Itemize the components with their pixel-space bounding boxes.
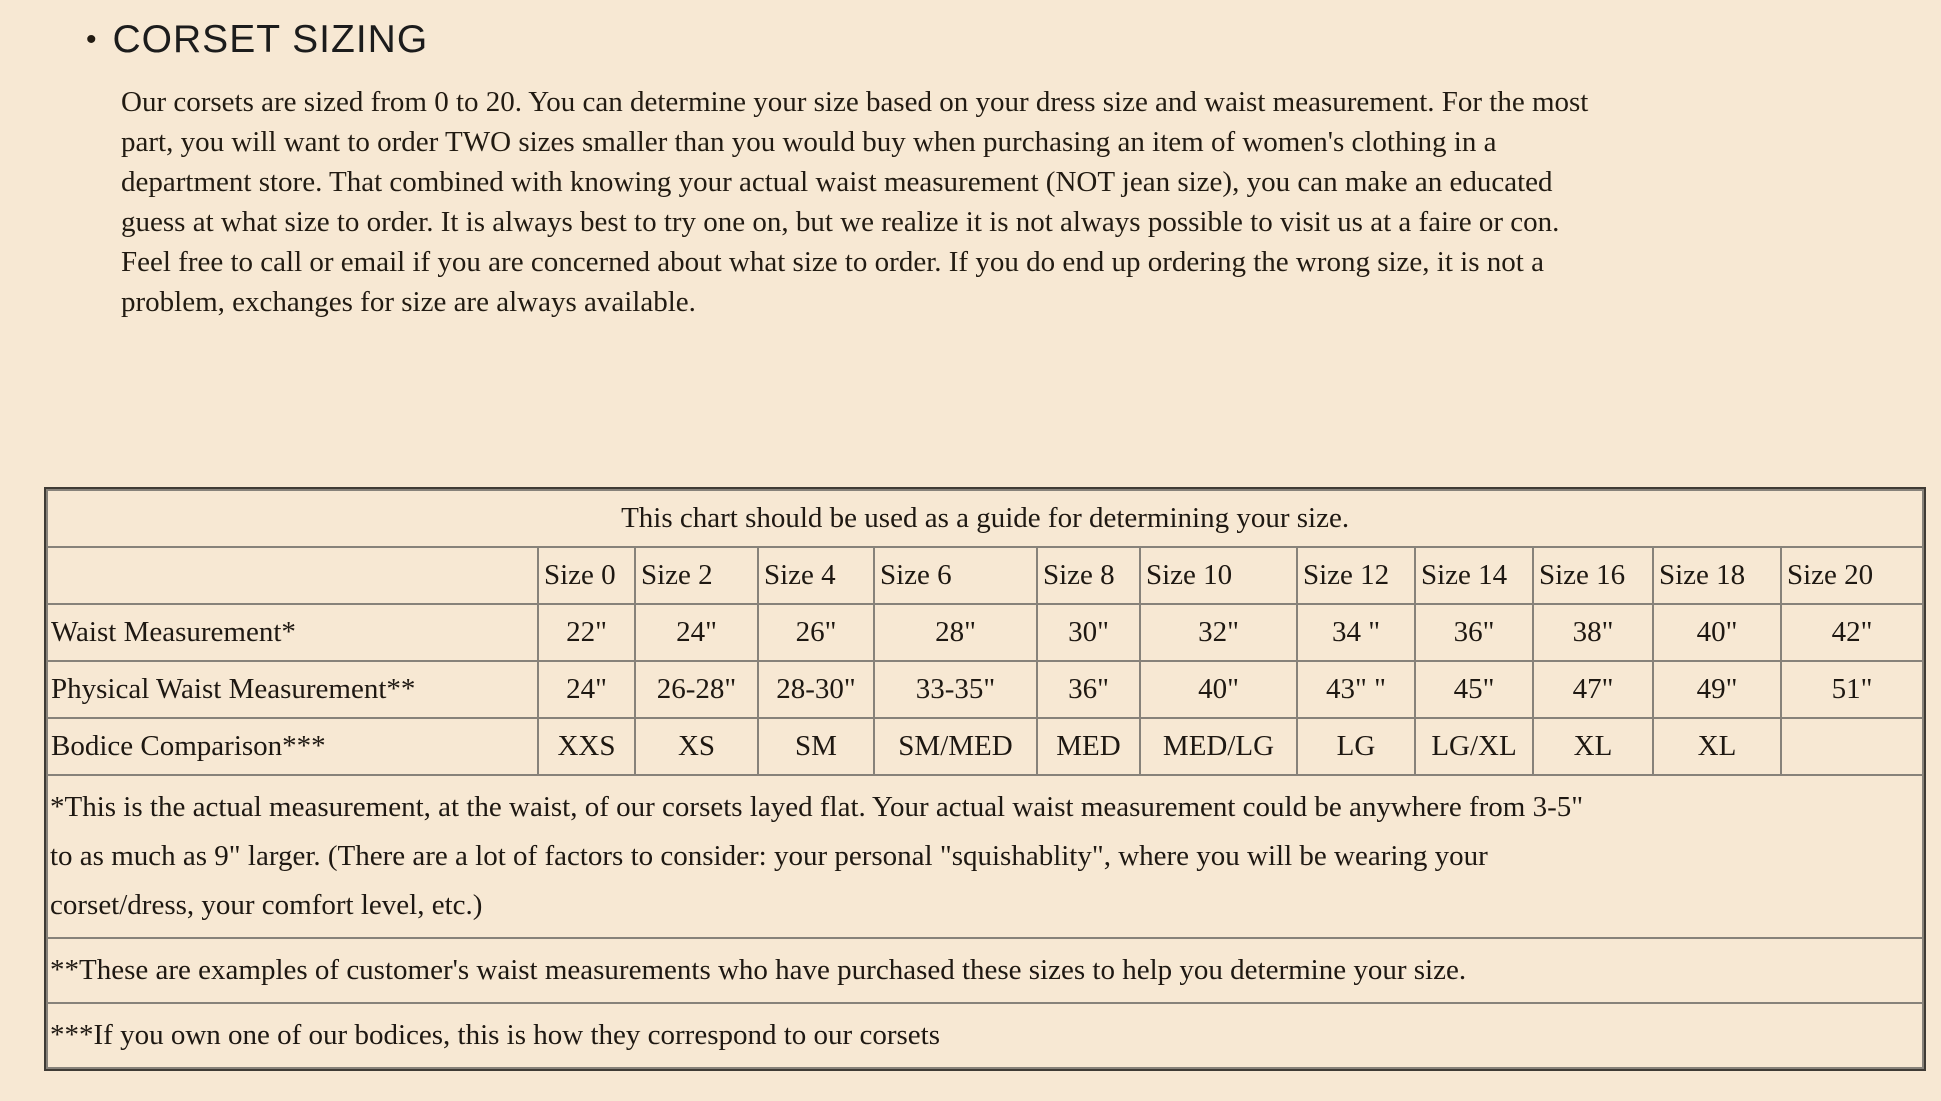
- value-cell: 32": [1141, 605, 1298, 662]
- row-label: Bodice Comparison***: [46, 719, 539, 776]
- value-cell: 26-28": [636, 662, 759, 719]
- size-header-row: [46, 548, 1924, 605]
- paragraph-line: part, you will want to order TWO sizes smaller than you would buy when purchasing an item of women's clothing in a: [121, 126, 1497, 158]
- value-cell: 40": [1654, 605, 1782, 662]
- value-cell: 47": [1534, 662, 1654, 719]
- value-cell: MED/LG: [1141, 719, 1298, 776]
- size-column-header: Size 12: [1298, 548, 1416, 605]
- value-cell: 30": [1038, 605, 1141, 662]
- footnote-line: ***If you own one of our bodices, this is how they correspond to our corsets: [50, 1019, 940, 1051]
- footnote-cell: [46, 776, 1924, 939]
- value-cell: LG/XL: [1416, 719, 1534, 776]
- footnote-cell: [46, 1004, 1924, 1069]
- value-cell: 24": [539, 662, 636, 719]
- table-row: [46, 719, 1924, 776]
- row-label: Waist Measurement*: [46, 605, 539, 662]
- table-row: [46, 662, 1924, 719]
- value-cell: XL: [1654, 719, 1782, 776]
- value-cell: 42": [1782, 605, 1924, 662]
- footnote-line: to as much as 9" larger. (There are a lot of factors to consider: your personal "squishablity", where you will be wearing your: [50, 840, 1488, 872]
- size-column-header: Size 18: [1654, 548, 1782, 605]
- row-label: Physical Waist Measurement**: [46, 662, 539, 719]
- size-column-header: Size 2: [636, 548, 759, 605]
- value-cell: 24": [636, 605, 759, 662]
- size-column-header: Size 0: [539, 548, 636, 605]
- value-cell: MED: [1038, 719, 1141, 776]
- footnote-row: [46, 939, 1924, 1004]
- size-column-header: Size 10: [1141, 548, 1298, 605]
- paragraph-line: Our corsets are sized from 0 to 20. You can determine your size based on your dress size and waist measurement. For the most: [121, 86, 1589, 118]
- footnote-line: corset/dress, your comfort level, etc.): [50, 889, 483, 921]
- value-cell: 36": [1038, 662, 1141, 719]
- value-cell: 45": [1416, 662, 1534, 719]
- value-cell: SM: [759, 719, 875, 776]
- size-column-header: Size 8: [1038, 548, 1141, 605]
- intro-paragraph: [121, 82, 1931, 322]
- footnote-line: *This is the actual measurement, at the waist, of our corsets layed flat. Your actual waist measurement could be anywhere from 3-5": [50, 791, 1584, 823]
- paragraph-line: department store. That combined with knowing your actual waist measurement (NOT jean size), you can make an educated: [121, 166, 1553, 198]
- value-cell: LG: [1298, 719, 1416, 776]
- value-cell: 51": [1782, 662, 1924, 719]
- value-cell: XXS: [539, 719, 636, 776]
- value-cell: SM/MED: [875, 719, 1038, 776]
- value-cell: XL: [1534, 719, 1654, 776]
- value-cell: 49": [1654, 662, 1782, 719]
- table-row: [46, 605, 1924, 662]
- table-caption: This chart should be used as a guide for determining your size.: [46, 489, 1924, 548]
- page-title: CORSET SIZING: [112, 18, 429, 61]
- value-cell: 38": [1534, 605, 1654, 662]
- value-cell: 33-35": [875, 662, 1038, 719]
- value-cell: 22": [539, 605, 636, 662]
- footnote-row: [46, 776, 1924, 939]
- value-cell: [1782, 719, 1924, 776]
- footnote-line: **These are examples of customer's waist measurements who have purchased these sizes to help you determine your size.: [50, 954, 1467, 986]
- value-cell: 43" ": [1298, 662, 1416, 719]
- value-cell: 28-30": [759, 662, 875, 719]
- paragraph-line: Feel free to call or email if you are concerned about what size to order. If you do end up ordering the wrong size, it is not a: [121, 246, 1544, 278]
- value-cell: 28": [875, 605, 1038, 662]
- corset-sizing-table: [44, 487, 1926, 1071]
- size-column-header: Size 20: [1782, 548, 1924, 605]
- size-column-header: Size 16: [1534, 548, 1654, 605]
- footnote-cell: [46, 939, 1924, 1004]
- paragraph-line: guess at what size to order. It is always best to try one on, but we realize it is not always possible to visit us at a faire or con.: [121, 206, 1560, 238]
- paragraph-line: problem, exchanges for size are always available.: [121, 286, 696, 318]
- size-column-header: Size 4: [759, 548, 875, 605]
- value-cell: XS: [636, 719, 759, 776]
- value-cell: 34 ": [1298, 605, 1416, 662]
- value-cell: 26": [759, 605, 875, 662]
- bullet-icon: •: [86, 23, 97, 56]
- corner-cell: [46, 548, 539, 605]
- table-caption-row: [46, 489, 1924, 548]
- footnote-row: [46, 1004, 1924, 1069]
- size-column-header: Size 6: [875, 548, 1038, 605]
- value-cell: 36": [1416, 605, 1534, 662]
- value-cell: 40": [1141, 662, 1298, 719]
- section-heading: [86, 16, 428, 64]
- size-column-header: Size 14: [1416, 548, 1534, 605]
